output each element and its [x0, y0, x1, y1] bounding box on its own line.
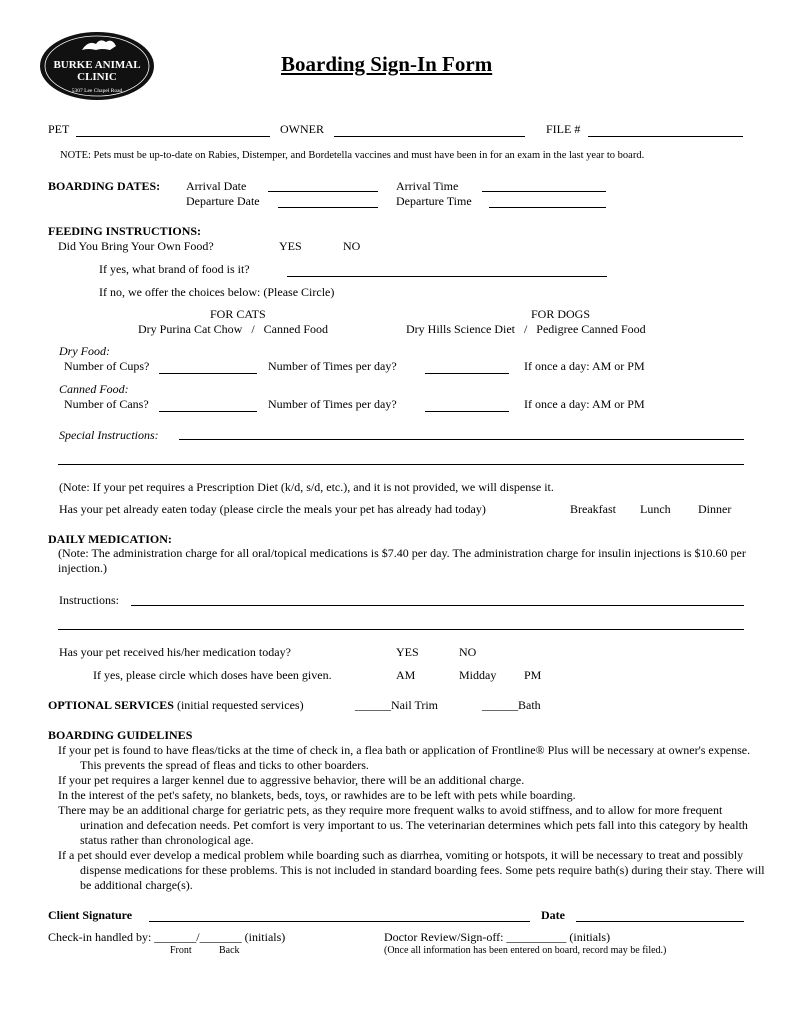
num-cups-label: Number of Cups?: [64, 359, 150, 373]
dry-food-label: Dry Food:: [59, 344, 110, 358]
medication-note: (Note: The administration charge for all oral/topical medications is $7.40 per day. The administration charge for insulin injections is $10.60 per injection.): [58, 546, 746, 575]
arrival-time-field[interactable]: [482, 191, 606, 192]
doctor-review[interactable]: Doctor Review/Sign-off: __________ (initials): [384, 930, 611, 944]
for-dogs-label: FOR DOGS: [531, 307, 591, 321]
date-field[interactable]: [576, 921, 744, 922]
departure-date-label: Departure Date: [186, 194, 260, 208]
brand-field[interactable]: [287, 276, 607, 277]
num-cans-field[interactable]: [159, 411, 257, 412]
doses-question: If yes, please circle which doses have been given.: [93, 668, 332, 682]
optional-services: [48, 698, 304, 713]
bath-option[interactable]: ______Bath: [482, 698, 541, 712]
med-no[interactable]: NO: [459, 645, 477, 659]
guidelines-heading: BOARDING GUIDELINES: [48, 728, 193, 742]
brand-question: If yes, what brand of food is it?: [99, 262, 250, 276]
owner-field[interactable]: [334, 136, 525, 137]
num-cups-field[interactable]: [159, 373, 257, 374]
med-received-question: Has your pet received his/her medication today?: [59, 645, 291, 659]
special-instructions-label: Special Instructions:: [59, 428, 159, 442]
guideline-item: In the interest of the pet's safety, no blankets, beds, toys, or rawhides are to be left with pets while boarding.: [58, 788, 576, 802]
canned-am-pm[interactable]: If once a day: AM or PM: [524, 397, 645, 411]
cat-food-options[interactable]: Dry Purina Cat Chow / Canned Food: [138, 322, 328, 336]
svg-text:5307 Lee Chapel Road: 5307 Lee Chapel Road: [71, 88, 123, 94]
guideline-item: If your pet is found to have fleas/ticks at the time of check in, a flea bath or application of Frontline® Plus will be necessary at owner's expense. This prevents the spread of fleas and ticks to other boarders.: [58, 743, 751, 772]
departure-time-field[interactable]: [489, 207, 606, 208]
med-yes[interactable]: YES: [396, 645, 419, 659]
dose-am[interactable]: AM: [396, 668, 416, 682]
client-signature-label: Client Signature: [48, 908, 133, 922]
guideline-item: If a pet should ever develop a medical problem while boarding such as diarrhea, vomiting or hotspots, it will be necessary to treat and possibly dispense medications for these problems. This is not included in standard boarding fees. Some pets require bath(s) during their stay. There will be additional charge(s).: [58, 848, 765, 892]
canned-times-field[interactable]: [425, 411, 509, 412]
boarding-dates-heading: BOARDING DATES:: [48, 179, 161, 193]
svg-text:BURKE ANIMAL: BURKE ANIMAL: [53, 59, 141, 71]
date-label: Date: [541, 908, 565, 922]
arrival-date-label: Arrival Date: [186, 179, 247, 193]
dry-times-label: Number of Times per day?: [268, 359, 397, 373]
nail-trim-option[interactable]: ______Nail Trim: [355, 698, 439, 712]
dry-times-field[interactable]: [425, 373, 509, 374]
arrival-time-label: Arrival Time: [396, 179, 459, 193]
pet-label: PET: [48, 122, 70, 136]
choices-text: If no, we offer the choices below: (Please Circle): [99, 285, 335, 299]
eaten-question: Has your pet already eaten today (please circle the meals your pet has already had today): [59, 502, 486, 516]
file-field[interactable]: [588, 136, 743, 137]
filed-note: (Once all information has been entered on board, record may be filed.): [384, 945, 667, 956]
special-instructions-field[interactable]: [179, 439, 744, 440]
checkin-handled-by[interactable]: Check-in handled by: _______/_______ (initials): [48, 930, 286, 944]
client-signature-field[interactable]: [149, 921, 530, 922]
canned-food-label: Canned Food:: [59, 382, 129, 396]
rx-diet-note: (Note: If your pet requires a Prescription Diet (k/d, s/d, etc.), and it is not provided, we will dispense it.: [59, 480, 554, 494]
meal-breakfast[interactable]: Breakfast: [570, 502, 616, 516]
dog-food-options[interactable]: Dry Hills Science Diet / Pedigree Canned Food: [406, 322, 646, 336]
owner-label: OWNER: [280, 122, 324, 136]
meal-lunch[interactable]: Lunch: [640, 502, 671, 516]
arrival-date-field[interactable]: [268, 191, 378, 192]
form-title: Boarding Sign-In Form: [281, 52, 493, 76]
meal-dinner[interactable]: Dinner: [698, 502, 732, 516]
departure-time-label: Departure Time: [396, 194, 472, 208]
med-instructions-field-2[interactable]: [58, 629, 744, 630]
dose-midday[interactable]: Midday: [459, 668, 497, 682]
for-cats-label: FOR CATS: [210, 307, 266, 321]
dry-am-pm[interactable]: If once a day: AM or PM: [524, 359, 645, 373]
optional-heading: OPTIONAL SERVICES: [48, 698, 174, 712]
own-food-no[interactable]: NO: [343, 239, 361, 253]
dose-pm[interactable]: PM: [524, 668, 542, 682]
med-instructions-label: Instructions:: [59, 593, 119, 607]
vaccine-note: NOTE: Pets must be up-to-date on Rabies, Distemper, and Bordetella vaccines and must have been in for an exam in the last year to board.: [60, 150, 645, 161]
departure-date-field[interactable]: [278, 207, 378, 208]
own-food-yes[interactable]: YES: [279, 239, 302, 253]
guideline-item: There may be an additional charge for geriatric pets, as they require more frequent walks to avoid stiffness, and to allow for more frequent urination and defecation needs. Pet comfort is very important to us. The veterinarian determines which pets fall into this category by health status rather than chronological age.: [58, 803, 748, 847]
feeding-heading: FEEDING INSTRUCTIONS:: [48, 224, 202, 238]
med-instructions-field[interactable]: [131, 605, 744, 606]
own-food-question: Did You Bring Your Own Food?: [58, 239, 214, 253]
back-label: Back: [219, 945, 240, 956]
medication-heading: DAILY MEDICATION:: [48, 532, 172, 546]
front-label: Front: [170, 945, 192, 956]
svg-text:CLINIC: CLINIC: [77, 71, 117, 83]
guideline-item: If your pet requires a larger kennel due to aggressive behavior, there will be an additional charge.: [58, 773, 525, 787]
canned-times-label: Number of Times per day?: [268, 397, 397, 411]
file-label: FILE #: [546, 122, 581, 136]
pet-field[interactable]: [76, 136, 270, 137]
clinic-logo: [38, 30, 156, 102]
num-cans-label: Number of Cans?: [64, 397, 149, 411]
optional-sub: (initial requested services): [176, 698, 304, 712]
special-instructions-field-2[interactable]: [58, 464, 744, 465]
